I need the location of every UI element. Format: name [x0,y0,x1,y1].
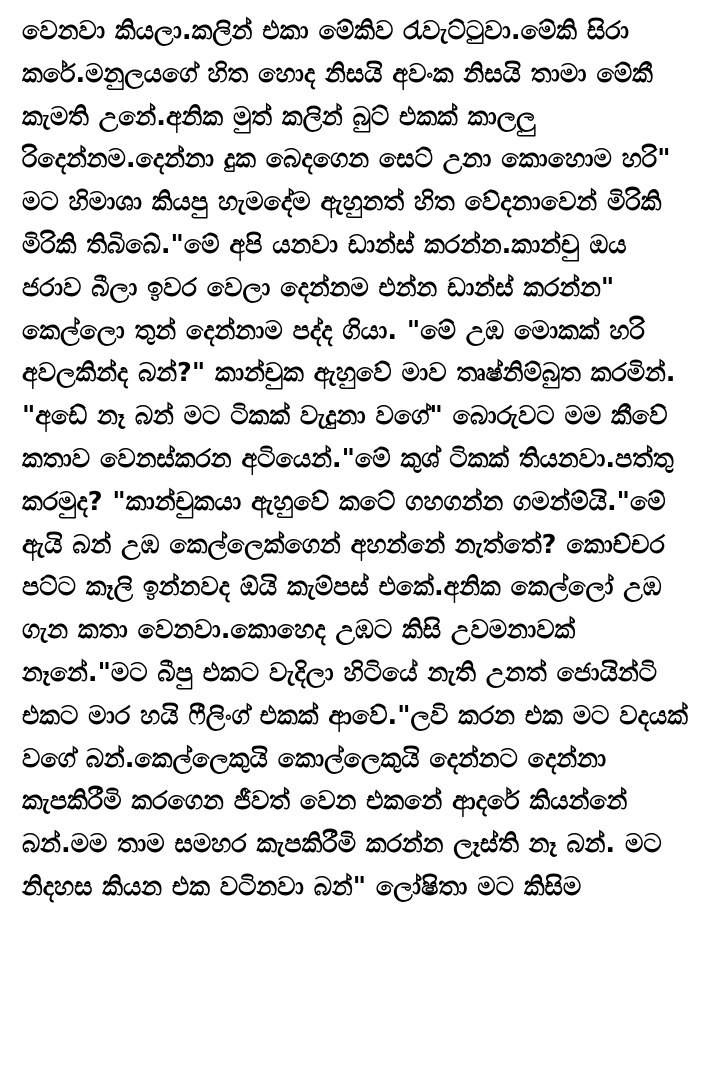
story-body-text: වෙනවා කියලා.කලින් එකා මේකිව රැවැට්ටුවා.මේකි සිරා කරේ.මනුලයගේ හිත හොද නිසයි අවංක නිසයි තාමා මේකී කැමති උනේ.අනික මුත් කලින් බුට් එකක් කාලලු රිදෙන්නම.දෙන්නා දුක බෙදගෙන සෙට් උනා කොහොම හරි" මට හිමාශා කියපු හැමදේම ඇහුනත් හිත වේදනාවෙන් මිරිකි මිරිකි තිබිබේ."මේ අපි යනවා ඩාන්ස් කරන්න.කාන්චු ඔය ජරාව බීලා ඉවර වෙලා දෙන්නම එන්න ඩාන්ස් කරන්න" කෙල්ලො තුන් දෙන්නාම පද්ද ගියා. "මේ උඹ මොකක් හරි අවලකින්ද බන්?" කාන්චුක ඇහුවේ මාව තෘෂ්නිම්බුත කරමින්. "අඩේ නෑ බන් මට ටිකක් වැදුනා වගේ" බොරුවට මම කීවේ කතාව වෙනස්කරන අටියෙන්."මේ කුශ් ටිකක් තියනවා.පත්තු කරමුද? "කාන්චුකයා ඇහුවේ කටේ ගහගන්න ගමන්ම්යි."මේ ඇයි බන් උඹ කෙල්ලෙක්ගෙන් අහන්නේ නැත්තේ? කොච්චර පට්ට කෑලි ඉන්නවද ඕයි කැම්පස් එකේ.අනික කෙල්ලෝ උඹ ගැන කතා වෙනවා.කොහෙද උඹට කිසි උවමනාවක් නෑනේ."මට බීපු එකට වැදිලා හිටියේ නැති උනත් ජොයින්ටි එකට මාර හයි ෆීලිංග් එකක් ආවේ."ලවි කරන එක මට වදයක් වගේ බන්.කෙල්ලෙකුයි කොල්ලෙකුයි දෙන්නට දෙන්නා කැපකිරීමි කරගෙන ජීවත් වෙන එකනේ ආදරේ කියන්නේ බන්.මම තාම සමහර කැපකිරීමි කරන්න ලෑස්ති නෑ බන්. මට නිදහස කියන එක වටිනවා බන්" ලෝෂිතා මට කිසිම [22,16,698,902]
